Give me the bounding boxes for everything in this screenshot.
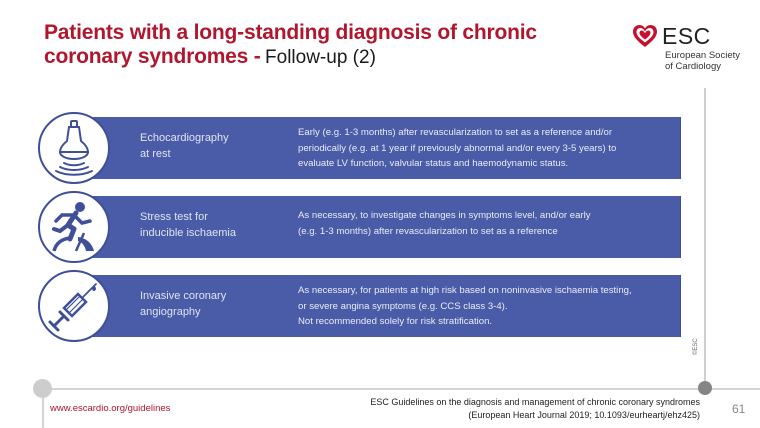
title-line2: coronary syndromes -	[44, 45, 261, 68]
test-label: Invasive coronary angiography	[140, 290, 227, 318]
syringe-icon	[46, 278, 102, 334]
footer-left-dot	[33, 379, 52, 398]
icon-circle	[38, 191, 110, 263]
page-number: 61	[732, 402, 746, 416]
test-label: Echocardiography at rest	[140, 132, 229, 160]
heart-logo-icon	[632, 24, 658, 48]
followup-row-angiography	[0, 275, 760, 337]
test-description: Early (e.g. 1-3 months) after revascularization to set as a reference and/or periodically (e.g. at 1 year if previously abnormal and/or every 3-5 years) to evaluate LV function, valvular status and haemodynamic status.	[298, 127, 617, 169]
title-suffix: Follow-up (2)	[265, 47, 376, 68]
guideline-reference: ESC Guidelines on the diagnosis and management of chronic coronary syndromes (European Heart Journal 2019; 10.1093/eurheartj/ehz425)	[370, 397, 700, 420]
followup-row-echocardiography	[0, 117, 760, 179]
logo-subtitle: European Society of Cardiology	[665, 50, 740, 72]
icon-circle	[38, 112, 110, 184]
test-label: Stress test for inducible ischaemia	[140, 211, 236, 239]
slide-title	[44, 22, 604, 70]
ultrasound-probe-icon	[48, 119, 100, 177]
test-description: As necessary, to investigate changes in symptoms level, and/or early (e.g. 1-3 months) after revascularization to set as a reference	[298, 210, 591, 237]
guidelines-link[interactable]: www.escardio.org/guidelines	[50, 403, 171, 414]
test-description: As necessary, for patients at high risk based on noninvasive ischaemia testing, or severe angina symptoms (e.g. CCS class 3-4). Not recommended solely for risk stratification.	[298, 285, 632, 327]
followup-row-stress-test	[0, 196, 760, 258]
esc-logo	[632, 24, 752, 94]
footer-divider	[42, 388, 760, 390]
icon-circle	[38, 270, 110, 342]
copyright-label: ©ESC	[693, 338, 699, 355]
logo-acronym: ESC	[662, 23, 711, 49]
footer-right-dot	[698, 381, 712, 395]
title-line1: Patients with a long-standing diagnosis of chronic	[44, 21, 537, 44]
running-person-stress-test-icon	[46, 199, 102, 255]
